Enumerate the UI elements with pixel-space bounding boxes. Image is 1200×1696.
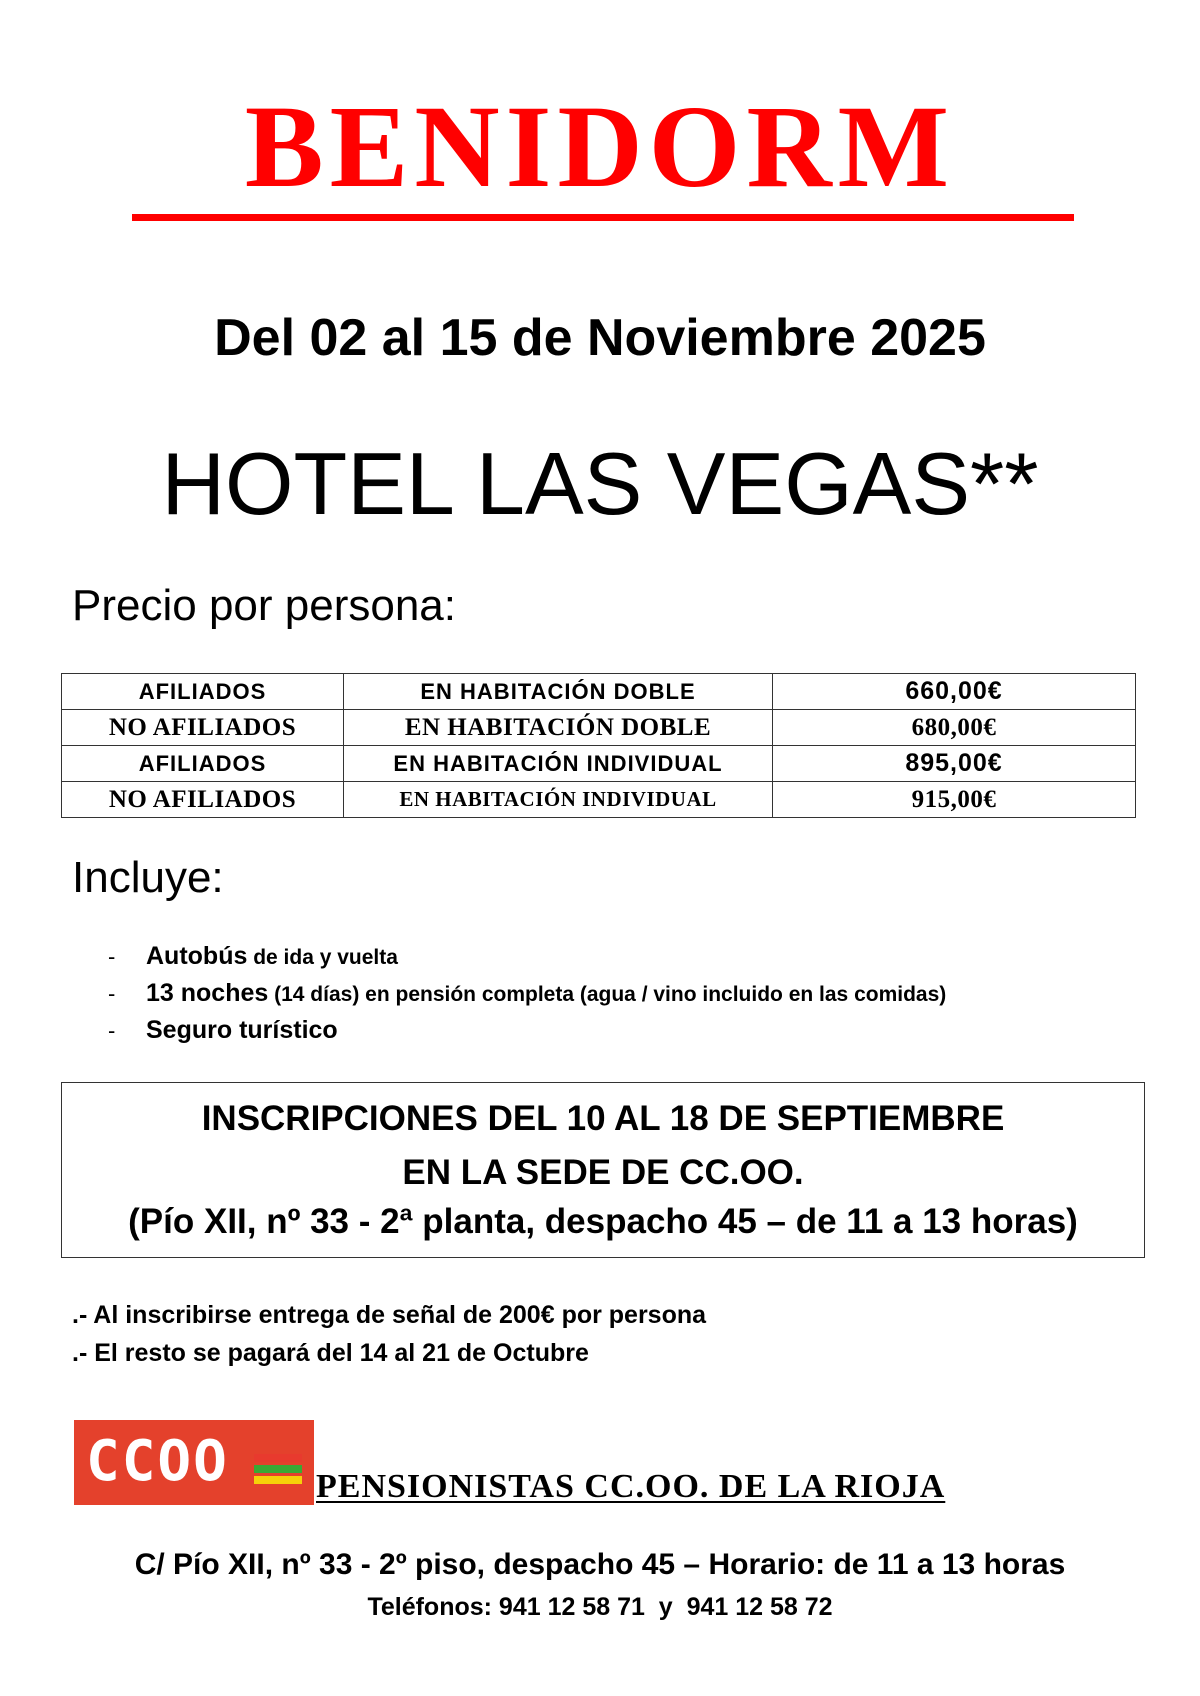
price-cell: 915,00€: [773, 782, 1136, 818]
include-main: Seguro turístico: [146, 1016, 338, 1044]
include-main: Autobús: [146, 942, 248, 970]
title-underline: [132, 214, 1074, 221]
payment-notes: [72, 1296, 706, 1372]
room-type-cell: EN HABITACIÓN INDIVIDUAL: [344, 746, 773, 782]
note-line: .- El resto se pagará del 14 al 21 de Octubre: [72, 1339, 589, 1367]
member-type-cell: NO AFILIADOS: [62, 782, 344, 818]
price-heading: Precio por persona:: [72, 581, 456, 630]
registration-dates: INSCRIPCIONES DEL 10 AL 18 DE SEPTIEMBRE: [201, 1099, 1005, 1138]
price-cell: 895,00€: [773, 746, 1136, 782]
ccoo-logo: [74, 1420, 314, 1505]
table-row: [62, 710, 1136, 746]
dash-bullet: -: [108, 944, 116, 969]
organization-name: PENSIONISTAS CC.OO. DE LA RIOJA: [316, 1468, 946, 1505]
include-detail: de ida y vuelta: [247, 946, 398, 969]
member-type-cell: AFILIADOS: [62, 674, 344, 710]
includes-list: [108, 938, 946, 1049]
table-row: [62, 782, 1136, 818]
price-cell: 680,00€: [773, 710, 1136, 746]
la-rioja-flag-icon: [254, 1454, 302, 1484]
note-line: .- Al inscribirse entrega de señal de 200€ por persona: [72, 1301, 707, 1329]
phone-numbers: Teléfonos: 941 12 58 71 y 941 12 58 72: [367, 1593, 833, 1621]
price-cell: 660,00€: [773, 674, 1136, 710]
logo-wordmark: CCOO: [86, 1429, 229, 1494]
main-title: BENIDORM: [244, 81, 956, 212]
list-item: [108, 975, 946, 1012]
include-main: 13 noches: [146, 979, 269, 1007]
room-type-cell: EN HABITACIÓN INDIVIDUAL: [344, 782, 773, 818]
dash-bullet: -: [108, 981, 116, 1006]
room-type-cell: EN HABITACIÓN DOBLE: [344, 674, 773, 710]
member-type-cell: NO AFILIADOS: [62, 710, 344, 746]
registration-address: (Pío XII, nº 33 - 2ª planta, despacho 45 – de 11 a 13 horas): [128, 1202, 1078, 1241]
includes-heading: Incluye:: [72, 853, 224, 902]
table-row: [62, 674, 1136, 710]
registration-place: EN LA SEDE DE CC.OO.: [402, 1153, 804, 1192]
dash-bullet: -: [108, 1018, 116, 1043]
member-type-cell: AFILIADOS: [62, 746, 344, 782]
registration-box: [61, 1082, 1145, 1258]
table-row: [62, 746, 1136, 782]
trip-dates: Del 02 al 15 de Noviembre 2025: [214, 309, 986, 367]
list-item: [108, 1012, 946, 1049]
office-address: C/ Pío XII, nº 33 - 2º piso, despacho 45 – Horario: de 11 a 13 horas: [134, 1548, 1066, 1581]
room-type-cell: EN HABITACIÓN DOBLE: [344, 710, 773, 746]
hotel-name: HOTEL LAS VEGAS**: [161, 434, 1039, 533]
include-detail: (14 días) en pensión completa (agua / vino incluido en las comidas): [268, 983, 947, 1006]
price-table: [61, 673, 1136, 818]
list-item: [108, 938, 946, 975]
